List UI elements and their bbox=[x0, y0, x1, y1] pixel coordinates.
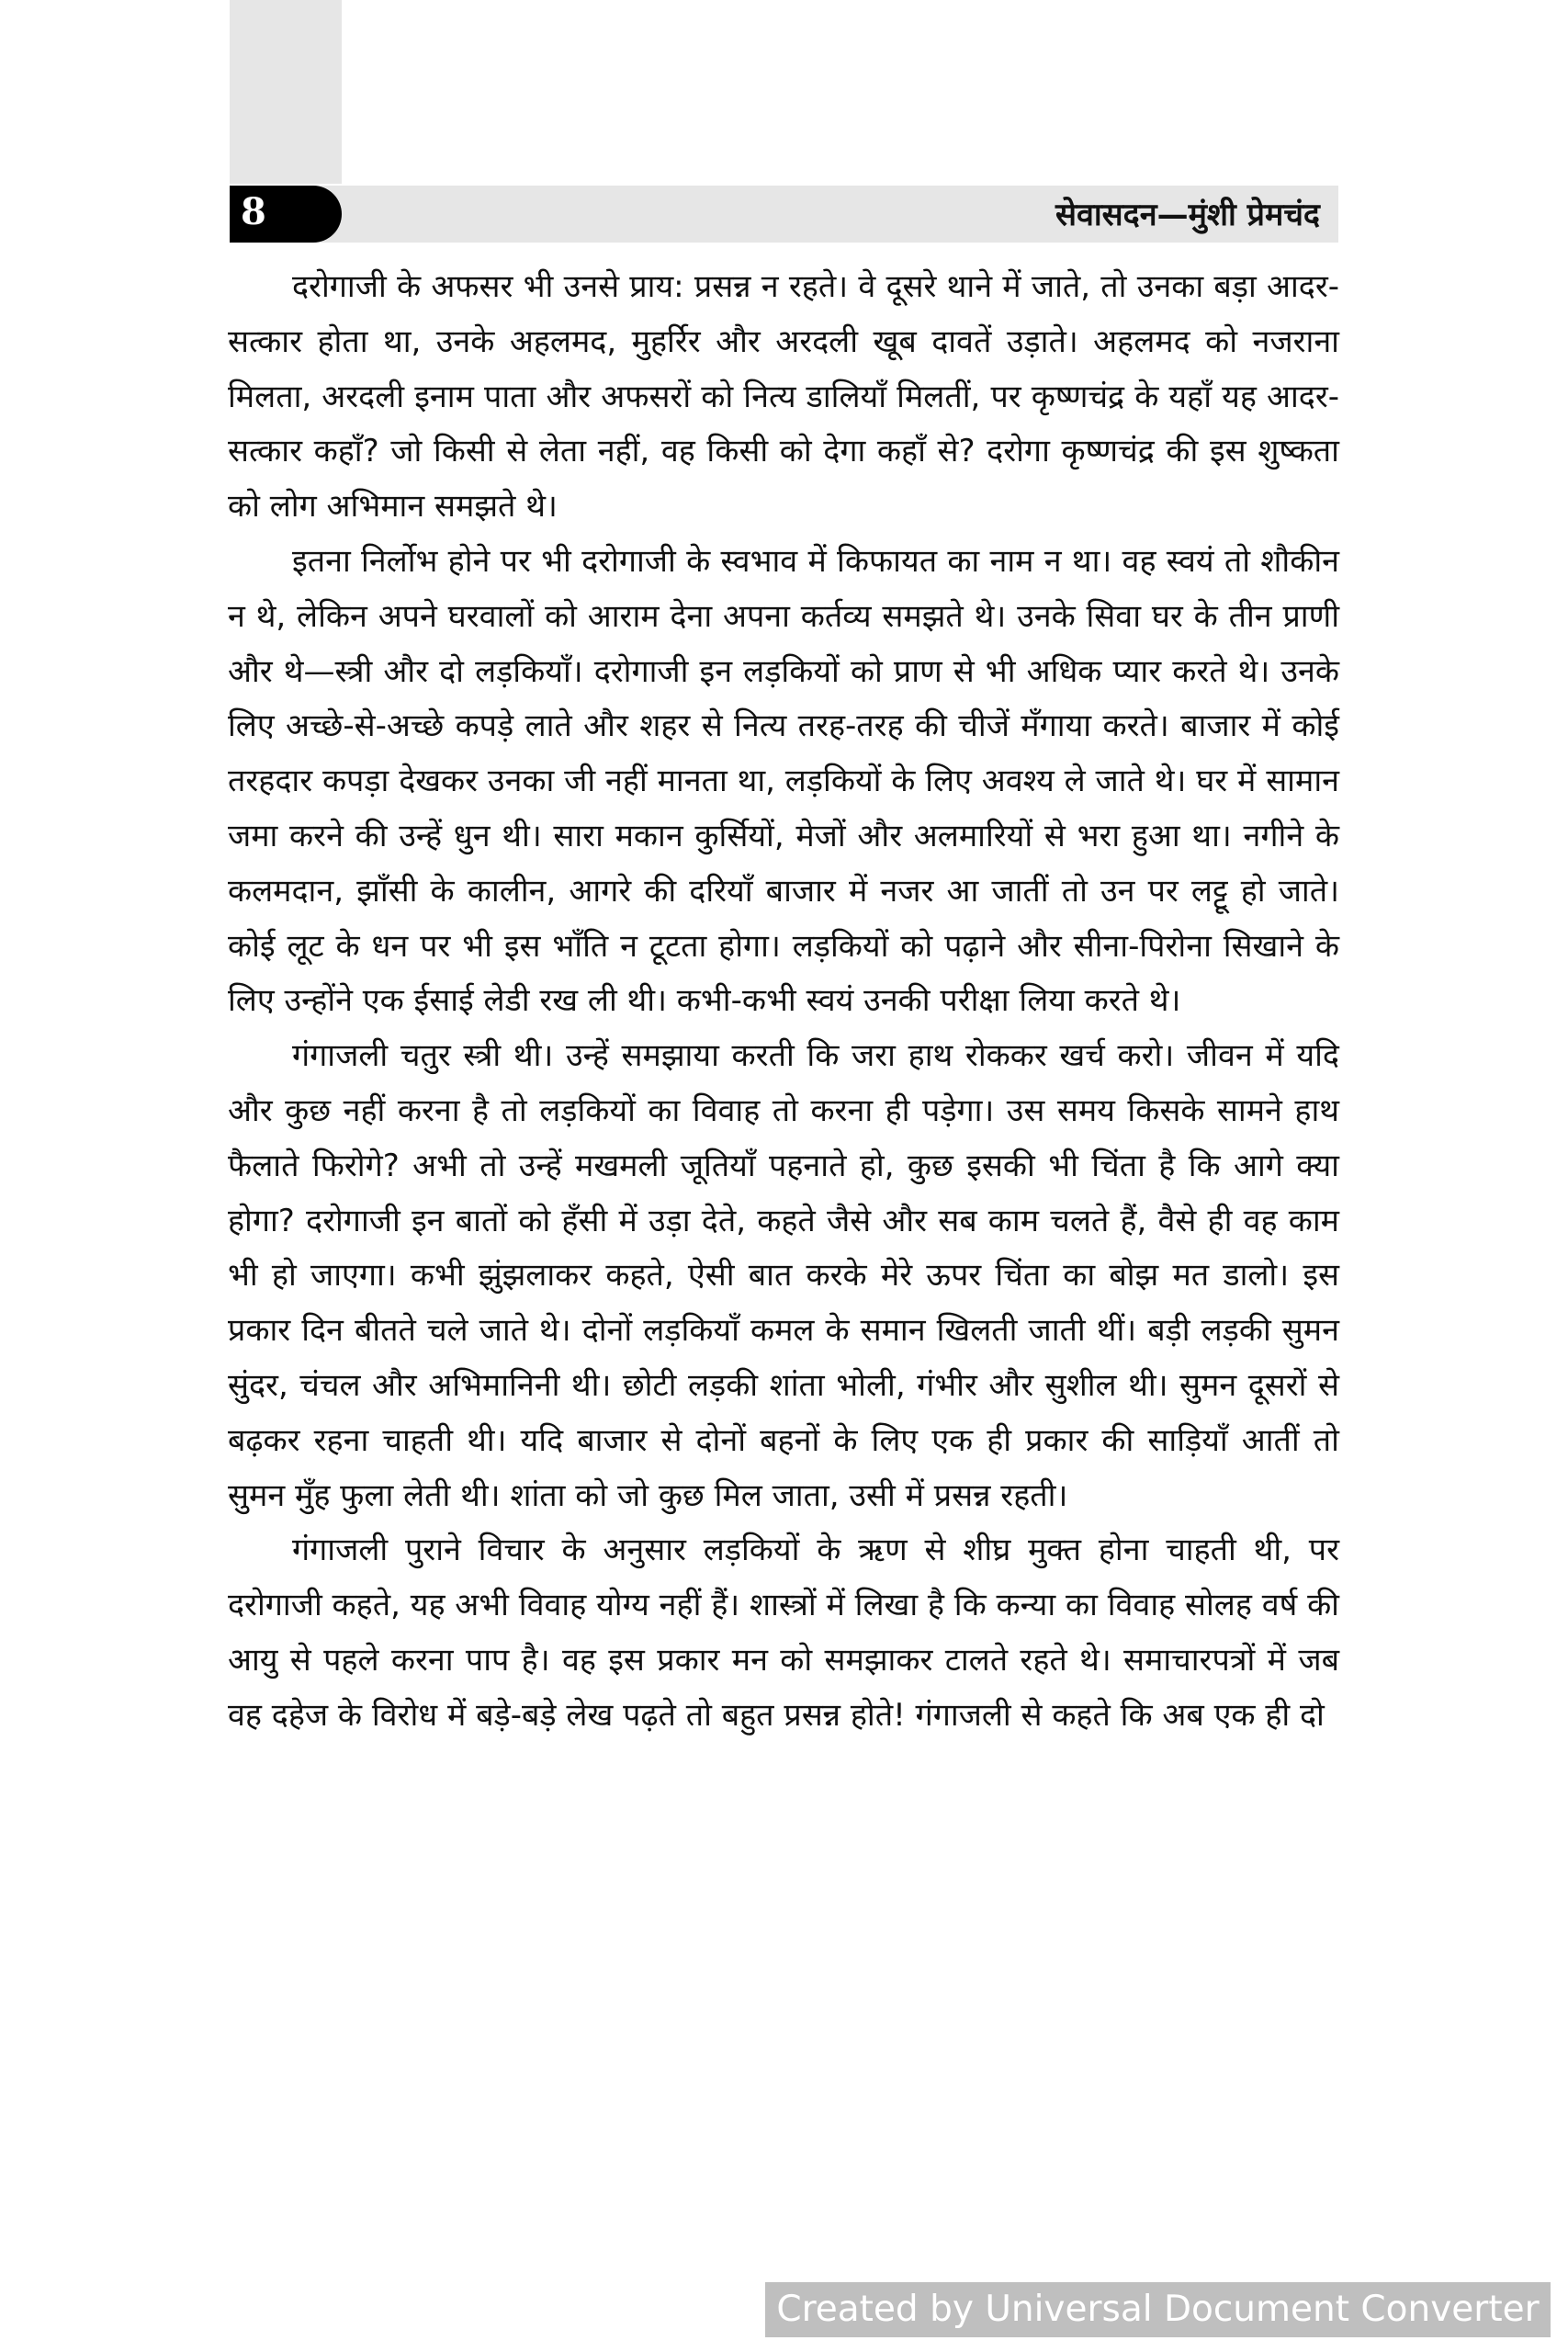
paragraph: गंगाजली पुराने विचार के अनुसार लड़कियों के ऋण से शीघ्र मुक्त होना चाहती थी, पर दरोगाजी कहते, यह अभी विवाह योग्य नहीं हैं। शास्त्रों में लिखा है कि कन्या का विवाह सोलह वर्ष की आयु से पहले करना पाप है। वह इस प्रकार मन को समझाकर टालते रहते थे। समाचारपत्रों में जब वह दहेज के विरोध में बड़े-बड़े लेख पढ़ते तो बहुत प्रसन्न होते! गंगाजली से कहते कि अब एक ही दो bbox=[228, 1532, 1339, 1734]
body-text bbox=[228, 260, 1339, 1744]
converter-watermark: Created by Universal Document Converter bbox=[765, 2282, 1551, 2337]
page-number: 8 bbox=[241, 190, 266, 233]
running-title: सेवासदन—मुंशी प्रेमचंद bbox=[1055, 197, 1320, 233]
paragraph: इतना निर्लोभ होने पर भी दरोगाजी के स्वभाव में किफायत का नाम न था। वह स्वयं तो शौकीन न थे, लेकिन अपने घरवालों को आराम देना अपना कर्तव्य समझते थे। उनके सिवा घर के तीन प्राणी और थे—स्त्री और दो लड़कियाँ। दरोगाजी इन लड़कियों को प्राण से भी अधिक प्यार करते थे। उनके लिए अच्छे-से-अच्छे कपड़े लाते और शहर से नित्य तरह-तरह की चीजें मँगाया करते। बाजार में कोई तरहदार कपड़ा देखकर उनका जी नहीं मानता था, लड़कियों के लिए अवश्य ले जाते थे। घर में सामान जमा करने की उन्हें धुन थी। सारा मकान कुर्सियों, मेजों और अलमारियों से भरा हुआ था। नगीने के कलमदान, झाँसी के कालीन, आगरे की दरियाँ बाजार में नजर आ जातीं तो उन पर लट्टू हो जाते। कोई लूट के धन पर भी इस भाँति न टूटता होगा। लड़कियों को पढ़ाने और सीना-पिरोना सिखाने के लिए उन्होंने एक ईसाई लेडी रख ली थी। कभी-कभी स्वयं उनकी परीक्षा लिया करते थे। bbox=[228, 542, 1339, 1020]
paragraph: दरोगाजी के अफसर भी उनसे प्राय: प्रसन्न न रहते। वे दूसरे थाने में जाते, तो उनका बड़ा आदर-सत्कार होता था, उनके अहलमद, मुहर्रिर और अरदली खूब दावतें उड़ाते। अहलमद को नजराना मिलता, अरदली इनाम पाता और अफसरों को नित्य डालियाँ मिलतीं, पर कृष्णचंद्र के यहाँ यह आदर-सत्कार कहाँ? जो किसी से लेता नहीं, वह किसी को देगा कहाँ से? दरोगा कृष्णचंद्र की इस शुष्कता को लोग अभिमान समझते थे। bbox=[228, 268, 1339, 526]
paragraph: गंगाजली चतुर स्त्री थी। उन्हें समझाया करती कि जरा हाथ रोककर खर्च करो। जीवन में यदि और कुछ नहीं करना है तो लड़कियों का विवाह तो करना ही पड़ेगा। उस समय किसके सामने हाथ फैलाते फिरोगे? अभी तो उन्हें मखमली जूतियाँ पहनाते हो, कुछ इसकी भी चिंता है कि आगे क्या होगा? दरोगाजी इन बातों को हँसी में उड़ा देते, कहते जैसे और सब काम चलते हैं, वैसे ही वह काम भी हो जाएगा। कभी झुंझलाकर कहते, ऐसी बात करके मेरे ऊपर चिंता का बोझ मत डालो। इस प्रकार दिन बीतते चले जाते थे। दोनों लड़कियाँ कमल के समान खिलती जाती थीं। बड़ी लड़की सुमन सुंदर, चंचल और अभिमानिनी थी। छोटी लड़की शांता भोली, गंभीर और सुशील थी। सुमन दूसरों से बढ़कर रहना चाहती थी। यदि बाजार से दोनों बहनों के लिए एक ही प्रकार की साड़ियाँ आतीं तो सुमन मुँह फुला लेती थी। शांता को जो कुछ मिल जाता, उसी में प्रसन्न रहती। bbox=[228, 1037, 1339, 1514]
page-margin-tab bbox=[230, 0, 342, 184]
